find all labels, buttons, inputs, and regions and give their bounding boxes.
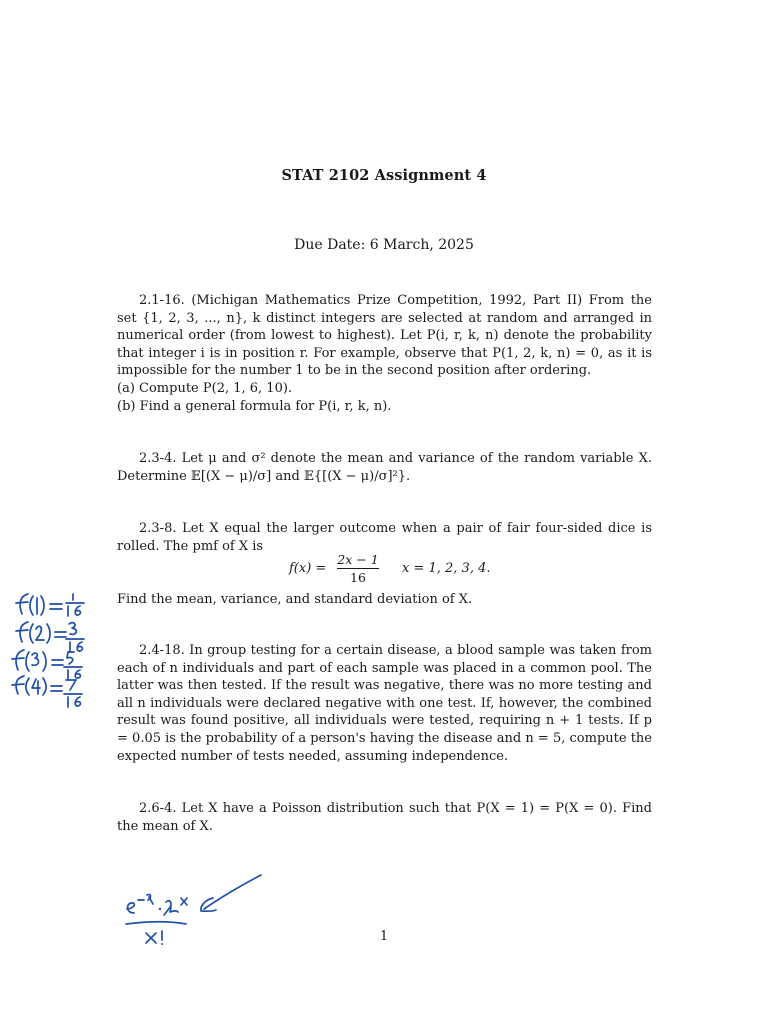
problem-part-a: (a) Compute P(2, 1, 6, 10). xyxy=(117,380,293,396)
problem-2-3-8-followup xyxy=(117,591,652,609)
problem-text: Find the mean, variance, and standard deviation of X. xyxy=(117,592,473,607)
problem-2-3-4 xyxy=(117,450,652,485)
handwritten-note-f3 xyxy=(12,650,82,679)
problem-text: 2.3-4. Let μ and σ² denote the mean and variance of the random variable X. Determine 𝔼[(X − μ)/σ] and 𝔼{[(X − μ)/σ]²}. xyxy=(117,451,652,484)
handwritten-note-f2 xyxy=(16,622,84,652)
problem-text: 2.6-4. Let X have a Poisson distribution such that P(X = 1) = P(X = 0). Find the mean of X. xyxy=(117,801,652,834)
formula-numerator: 2x − 1 xyxy=(337,552,379,567)
handwritten-note-f1 xyxy=(16,594,84,616)
problem-2-6-4 xyxy=(117,800,652,835)
problem-text: 2.4-18. In group testing for a certain disease, a blood sample was taken from each of n individuals and part of each sample was placed in a common pool. The latter was then tested. If the result was negative, there was no more testing and all n individuals were declared negative with one test. If, however, the combined result was found positive, all individuals were tested, requiring n + 1 tests. If p = 0.05 is the probability of a person's having the disease and n = 5, compute the expected number of tests needed, assuming independence. xyxy=(117,643,652,764)
handwritten-note-f4 xyxy=(12,676,82,707)
formula-fraction xyxy=(337,552,379,585)
due-date: Due Date: 6 March, 2025 xyxy=(294,237,474,253)
problem-part-b: (b) Find a general formula for P(i, r, k, n). xyxy=(117,398,392,414)
problem-text: 2.1-16. (Michigan Mathematics Prize Competition, 1992, Part II) From the set {1, 2, 3, ..., n}, k distinct integers are selected at random and arranged in numerical order (from lowest to highest). Let P(i, r, k, n) denote the probability that integer i is in position r. For example, observe that P(1, 2, k, n) = 0, as it is impossible for the number 1 to be in the second position after ordering. xyxy=(117,293,652,379)
formula-denominator: 16 xyxy=(350,570,366,585)
document-title: STAT 2102 Assignment 4 xyxy=(281,167,487,184)
problem-text: 2.3-8. Let X equal the larger outcome when a pair of fair four-sided dice is rolled. The pmf of X is xyxy=(117,521,652,554)
page-number: 1 xyxy=(379,929,389,944)
pmf-formula xyxy=(117,552,652,586)
formula-domain: x = 1, 2, 3, 4. xyxy=(402,561,491,576)
problem-2-1-16 xyxy=(117,292,652,415)
formula-lhs: f(x) = xyxy=(289,561,327,576)
problem-2-4-18 xyxy=(117,642,652,765)
problem-2-3-8 xyxy=(117,520,652,555)
